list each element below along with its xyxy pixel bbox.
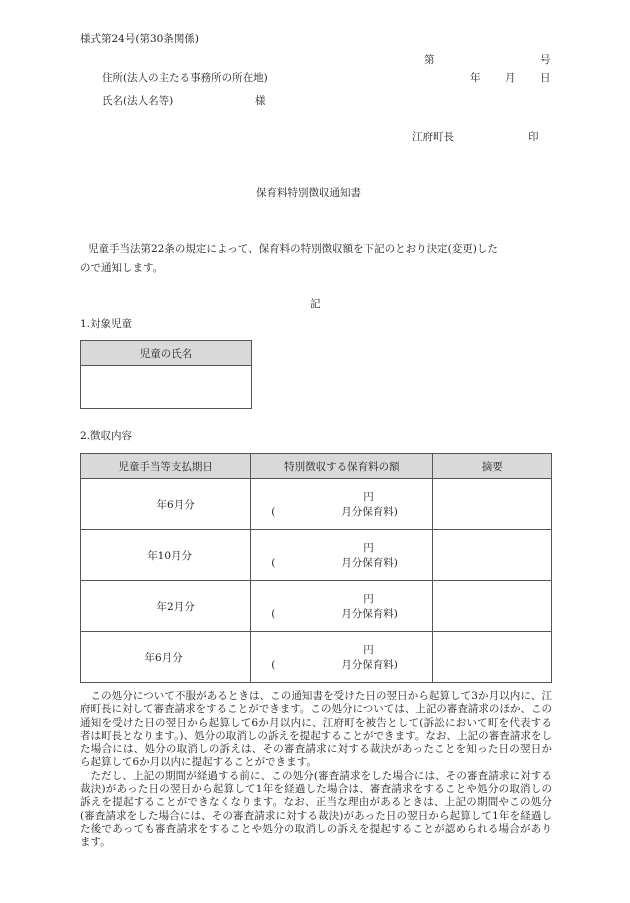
number-suffix: 号 [540, 54, 551, 66]
form-number: 様式第24号(第30条関係) [80, 33, 199, 45]
date-year: 年 [470, 72, 481, 84]
child-name-table [80, 340, 252, 409]
table-row [81, 479, 552, 530]
remarks-cell [433, 632, 552, 683]
col-remarks: 摘要 [433, 454, 552, 479]
remarks-cell [433, 479, 552, 530]
amount-cell: 円 ( 月分保育料) [251, 530, 433, 581]
col-fee-amount: 特別徴収する保育料の額 [251, 454, 433, 479]
table-row [81, 632, 552, 683]
intro-line-1: 児童手当法第22条の規定によって、保育料の特別徴収額を下記のとおり決定(変更)した [88, 243, 498, 255]
date-month: 月 [505, 72, 516, 84]
seal-mark: 印 [528, 131, 539, 143]
period-cell: 年10月分 [81, 530, 251, 581]
period-cell: 年2月分 [81, 581, 251, 632]
remarks-cell [433, 530, 552, 581]
document-title: 保育料特別徴収通知書 [256, 187, 361, 199]
table-row [81, 581, 552, 632]
appeal-notice-paragraph-2: ただし、上記の期間が経過する前に、この処分(審査請求をした場合には、その審査請求に対する裁決)があった日の翌日から起算して1年を経過した場合は、審査請求をすることや処分の取消しの訴えを提起することができなくなります。なお、正当な理由があるときは、上記の期間やこの処分(審査請求をした場合には、その審査請求に対する裁決)があった日の翌日から起算して1年を経過した後であっても審査請求をすることや処分の取消しの訴えを提起することが認められる場合があります。 [80, 769, 552, 849]
amount-cell: 円 ( 月分保育料) [251, 581, 433, 632]
appeal-notice [80, 690, 552, 850]
amount-cell: 円 ( 月分保育料) [251, 479, 433, 530]
appeal-notice-paragraph-1: この処分について不服があるときは、この通知書を受けた日の翌日から起算して3か月以内に、江府町長に対して審査請求をすることができます。この処分については、上記の審査請求のほか、この通知を受けた日の翌日から起算して6か月以内に、江府町を被告として(訴訟において町を代表する者は町長となります。)、処分の取消しの訴えを提起することができます。なお、上記の審査請求をした場合には、処分の取消しの訴えは、その審査請求に対する裁決があったことを知った日の翌日から起算して6か月以内に提起することができます。 [80, 690, 552, 769]
honorific: 様 [255, 95, 266, 107]
section-1-heading: 1.対象児童 [80, 318, 133, 330]
section-2-heading: 2.徴収内容 [80, 430, 133, 442]
number-label: 第 [424, 54, 435, 66]
intro-line-2: ので通知します。 [80, 262, 164, 274]
child-name-header: 児童の氏名 [81, 341, 252, 366]
date-day: 日 [540, 72, 551, 84]
collection-table [80, 453, 552, 683]
amount-cell: 円 ( 月分保育料) [251, 632, 433, 683]
period-cell: 年6月分 [81, 632, 251, 683]
name-label: 氏名(法人名等) [102, 95, 174, 107]
address-label: 住所(法人の主たる事務所の所在地) [102, 72, 268, 84]
period-cell: 年6月分 [81, 479, 251, 530]
child-name-cell [81, 366, 252, 409]
table-row [81, 530, 552, 581]
issuer-name: 江府町長 [412, 131, 454, 143]
ki-heading: 記 [310, 298, 321, 310]
remarks-cell [433, 581, 552, 632]
col-payment-date: 児童手当等支払期日 [81, 454, 251, 479]
